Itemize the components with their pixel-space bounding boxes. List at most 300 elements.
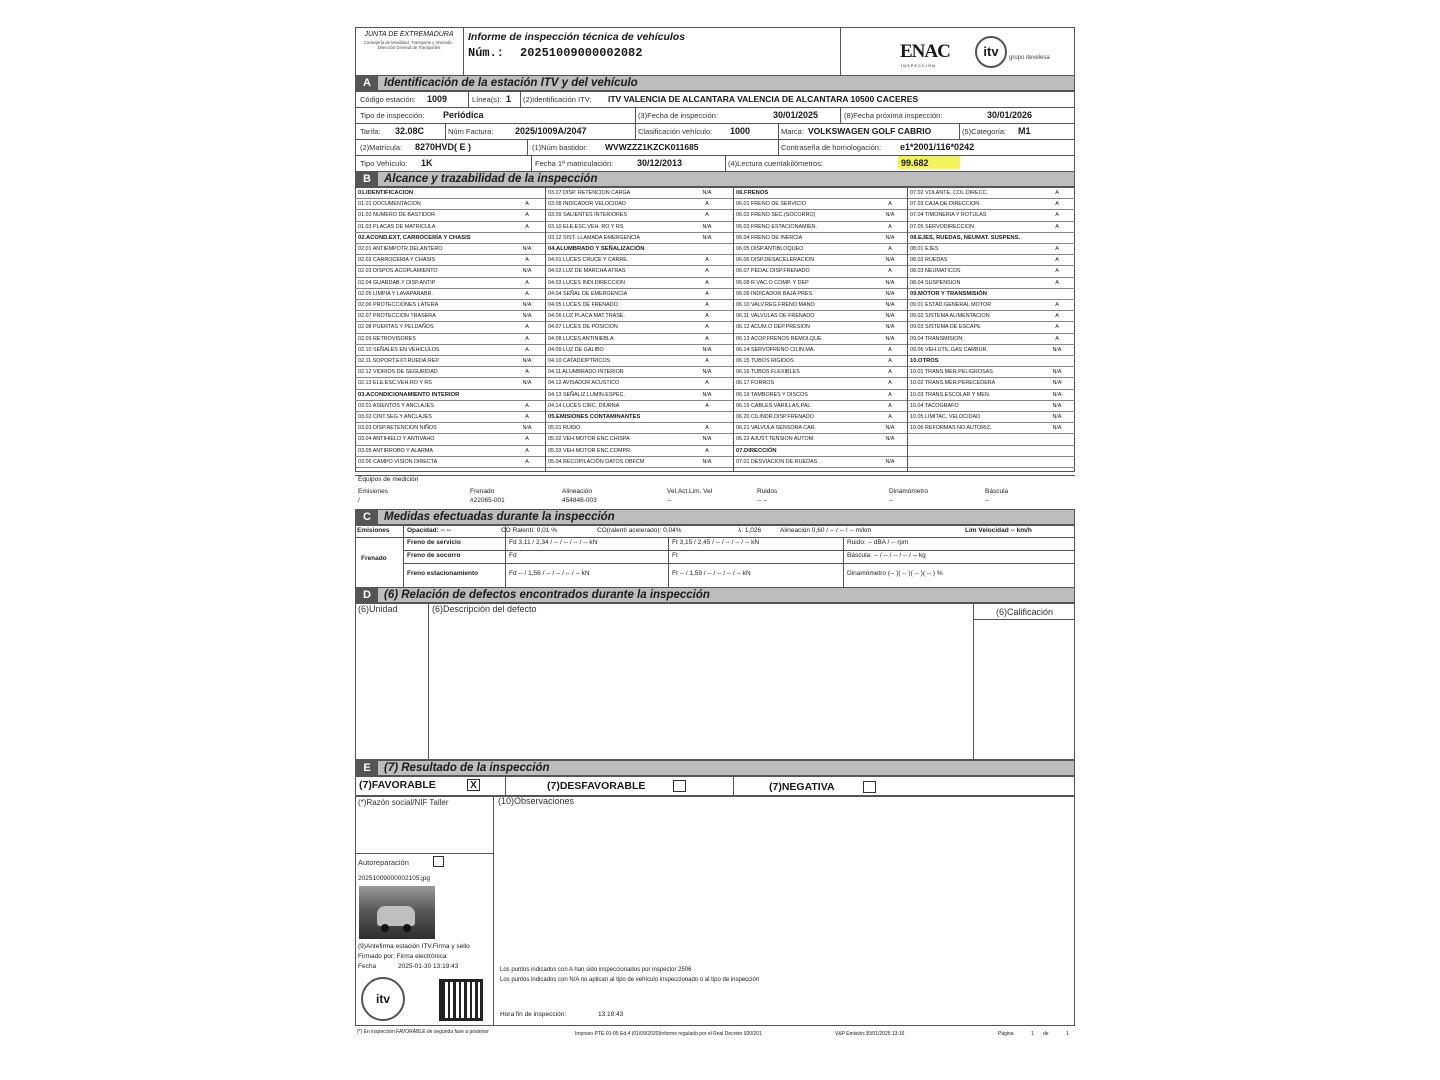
scope-item-label: 02.13 ELE.ESC.VEH.RO Y RS: [358, 380, 432, 387]
section-a-bar: A Identificación de la estación ITV y del vehículo: [355, 75, 1075, 91]
scope-item-status: N/A: [885, 335, 895, 342]
scope-item-label: 10.02 TRANS.MER.PERECEDERA: [910, 380, 996, 387]
observations-label: (10)Observaciones: [498, 796, 575, 806]
scope-item-label: 05.03 VEH.MOTOR ENC.COMPR.: [548, 447, 632, 454]
scope-item-label: 05.EMISIONES CONTAMINANTES: [548, 414, 641, 420]
chassis-number: WVWZZZ1KZCK011685: [605, 142, 699, 152]
scope-item-status: A: [525, 447, 529, 454]
report-number: 20251009000002082: [520, 46, 643, 60]
scope-item-label: 04.06 LUZ PLACA MAT.TRASE.: [548, 313, 625, 320]
scope-item-status: A: [1055, 212, 1059, 219]
scope-item-label: 02.07 PROTECCION TRASERA: [358, 313, 436, 320]
scope-item: [355, 289, 545, 300]
service-brake-rear: Ft 3,15 / 2,45 / -- / -- / -- / -- kN: [672, 539, 760, 546]
scope-item: [545, 334, 733, 345]
scope-item-label: 06.14 SERVOFRENO CILIN.MA.: [736, 346, 815, 353]
scope-item-label: 04.09 LUZ DE GALIBO: [548, 346, 604, 353]
scope-item-status: N/A: [522, 268, 532, 275]
scope-item: [355, 434, 545, 445]
scope-item-status: N/A: [885, 313, 895, 320]
equipment-value: -- --: [757, 497, 768, 504]
scope-item-label: 06.19 CABLES,VARILLAS,PAL.: [736, 402, 812, 409]
scope-item-status: A: [525, 436, 529, 443]
scope-item: [545, 423, 733, 434]
scope-group-header: [907, 233, 1075, 244]
scope-item: [907, 255, 1075, 266]
scope-item: [907, 300, 1075, 311]
scope-item-status: A: [705, 212, 709, 219]
section-b-bar: B Alcance y trazabilidad de la inspección: [355, 171, 1075, 187]
inspection-type: Periódica: [443, 110, 484, 120]
defects-table: [355, 603, 1075, 760]
scope-item-status: A: [888, 358, 892, 364]
service-brake-front: Fd 3,11 / 2,34 / -- / -- / -- / -- kN: [509, 539, 598, 546]
equipment-value: --: [667, 497, 672, 504]
scope-group-header: [907, 356, 1075, 367]
scope-item: [733, 412, 907, 423]
scope-item: [355, 255, 545, 266]
scope-item: [545, 255, 733, 266]
section-e-bar: E (7) Resultado de la inspección: [355, 760, 1075, 776]
scope-item-status: N/A: [1052, 380, 1062, 387]
scope-item: [907, 244, 1075, 255]
scope-item-status: N/A: [522, 302, 532, 308]
scope-item-label: 06.20 CILINDR.DISP.FRENADO: [736, 414, 814, 420]
scope-item: [733, 423, 907, 434]
junta-logo: JUNTA DE EXTREMADURA Consejería de Movilidad, Transporte y Vivienda · Dirección General de Transportes: [363, 31, 455, 50]
inspection-end-time: 13:19:43: [598, 1011, 624, 1018]
scope-item-label: 06.16 TUBOS FLEXIBLES: [736, 369, 800, 376]
parking-brake-rear: Ft -- / 1,59 / -- / -- / -- / -- kN: [672, 570, 751, 577]
scope-item: [907, 434, 1075, 445]
scope-item: [907, 222, 1075, 233]
scope-item-status: A: [525, 458, 529, 465]
scope-item-label: 06.10 VALV.REG.FRENO MANO: [736, 302, 815, 308]
scope-item-label: 02.05 LIMPIA Y LAVAPARABR.: [358, 290, 434, 297]
favorable-checkbox[interactable]: X: [467, 779, 480, 791]
scope-item-status: A: [525, 279, 529, 286]
scope-item-label: 05.02 VEH.MOTOR ENC.CHISPA: [548, 436, 630, 443]
scope-item-label: 09.MOTOR Y TRANSMISIÓN: [910, 290, 987, 297]
scope-item: [545, 345, 733, 356]
scope-item: [545, 266, 733, 277]
scope-item-label: 09.04 TRANSMISION: [910, 335, 963, 342]
equipment-value: #22065-001: [470, 497, 505, 504]
scope-item: [355, 311, 545, 322]
scope-item-label: 07.01 DESVIACION DE RUEDAS: [736, 458, 818, 465]
scope-item-status: N/A: [1052, 414, 1062, 420]
scope-item-status: A: [888, 369, 892, 376]
equipment-value: --: [889, 497, 894, 504]
section-d-bar: D (6) Relación de defectos encontrados durante la inspección: [355, 587, 1075, 603]
scope-item-label: 02.04 GUARDAB.Y DISP.ANTIP: [358, 279, 436, 286]
scope-item: [355, 457, 545, 468]
scope-item-label: 04.01 LUCES CRUCE Y CARRE.: [548, 257, 629, 264]
scope-item-label: 04.08 LUCES ANTINIEBLA: [548, 335, 614, 342]
scope-item-status: A: [705, 425, 709, 432]
scope-item-status: N/A: [885, 425, 895, 432]
scope-group-header: [733, 188, 907, 199]
vehicle-category: M1: [1018, 126, 1031, 136]
scope-item: [907, 199, 1075, 210]
scope-item-status: A: [1055, 268, 1059, 275]
scope-item-label: 06.07 PEDAL DISP.FRENADO: [736, 268, 810, 275]
scope-item: [545, 322, 733, 333]
scope-item-label: 10.03 TRANS.ESCOLAR Y MEN.: [910, 391, 991, 398]
scope-item-status: A: [705, 380, 709, 387]
scope-item-label: 06.22 AJUST.TENSION AUTOM.: [736, 436, 815, 443]
scope-item-label: 01.IDENTIFICACION: [358, 190, 414, 196]
scope-item-label: 10.06 REFORMAS NO AUTORIZ.: [910, 425, 992, 432]
vehicle-photo: [359, 886, 435, 939]
equipment-label: Báscula: [985, 488, 1009, 495]
scope-item-status: N/A: [702, 391, 712, 398]
equipment-label: Emisiones: [358, 488, 388, 495]
scope-item-status: N/A: [1052, 402, 1062, 409]
scope-item-label: 09.03 SISTEMA DE ESCAPE: [910, 324, 981, 331]
scope-item-status: N/A: [702, 234, 712, 241]
section-e-title: (7) Resultado de la inspección: [384, 762, 550, 774]
scope-item: [907, 401, 1075, 412]
tariff: 32.08C: [395, 126, 425, 136]
scope-item-status: A: [705, 447, 709, 454]
scope-item-status: N/A: [885, 324, 895, 331]
measurements-table: [355, 525, 1075, 589]
report-title: Informe de inspección técnica de vehículos: [468, 31, 686, 43]
scope-item-status: N/A: [885, 290, 895, 297]
section-a-title: Identificación de la estación ITV y del vehículo: [384, 77, 638, 89]
scope-item: [907, 278, 1075, 289]
scope-item-label: 02.03 DISPOS.ACOPLAMIENTO: [358, 268, 438, 275]
scope-item: [733, 434, 907, 445]
equipment-value: --: [985, 497, 990, 504]
scope-group-header: [355, 188, 545, 199]
scope-item-status: A: [525, 414, 529, 420]
scope-item-label: 07.03 CAJA DE DIRECCION: [910, 201, 980, 208]
scope-item-status: A: [705, 268, 709, 275]
scope-item: [545, 311, 733, 322]
desfavorable-checkbox[interactable]: [673, 780, 686, 792]
scope-item-label: 03.ACONDICIONAMIENTO INTERIOR: [358, 391, 460, 398]
result-desfavorable: (7)DESFAVORABLE: [547, 780, 646, 792]
scope-item-status: A: [705, 402, 709, 409]
scope-item: [355, 378, 545, 389]
scope-item-label: 04.13 SEÑALIZ.LUMIN.ESPEC.: [548, 391, 625, 398]
scope-item-label: 06.02 FRENO SEC.(SOCORRO): [736, 212, 816, 219]
scope-item-label: 04.05 LUCES DE FRENADO: [548, 302, 618, 308]
parking-brake-front: Fd -- / 1,56 / -- / -- / -- / -- kN: [509, 570, 590, 577]
first-registration-date: 30/12/2013: [637, 158, 683, 168]
scope-item: [733, 345, 907, 356]
inspection-report-sheet: JUNTA DE EXTREMADURA Consejería de Movilidad, Transporte y Vivienda · Dirección General de Transportes Informe de inspección técnica de vehículos Núm.: 20251009000002082 ENAC INSPECCIÓN itv grupo itevelesa A Identificación de la estación ITV y del vehículo Código estación: 1009 Línea(s): 1 (2)Identificación ITV: ITV VALENCIA DE ALCANTARA VALENCIA DE ALCANTARA 10500 CACERES Tipo de inspección: Periódica (3)Fecha de inspección: 30/01/2025 (8)Fecha próxima inspección: 30/01/2026 Tarifa: 32.08C Núm Factura: 2025/1009A/2047 Clasificación vehículo: 1000 Marca: VOLKSWAGEN GOLF CABRIO (5)Categoría: M1 (2)Matrícula: 8270HVD( E ) (1)Núm bastidor: WVWZZZ1KZCK011685 Contraseña de homologación: e1*2001/116*0242 Tipo Vehículo: 1K Fecha 1ª matriculación: 30/12/2013 (4)Lectura cuentakilómetros: 99.682 B Alcance y trazabilidad de la inspección 01.IDENTIFICACION 01.01 DOCUMENTACION A 01.02 NUMERO DE BASTIDOR A 01.03 PLACAS DE MATRICULA A 02.ACOND.EXT, CARROCERÍA Y CHASIS 02.01 ANTIEMPOTR.DELANTERO N/A 02.02 CARROCERIA Y CHASIS A 02.03 DISPOS.ACOPLAMIENTO N/A 02.04 GUARDAB.Y DISP.ANTIP A 02.05 LIMPIA Y LAVAPARABR. A 02.06 PROTECCIONES LATERA N/A 02.07 PROTECCION TRASERA N/A 02.08 PUERTAS Y PELDAÑOS A 02.09 RETROVISORES A 02.10 SEÑALES EN VEHICULOS A 02.11 SOPORT.EXT.RUEDA.REP. N/A 02.12 VIDRIOS DE SEGURIDAD A 02.13 ELE.ESC.VEH.RO Y RS N/A 03.ACONDICIONAMIENTO INTERIOR 03.01 ASIENTOS Y ANCLAJES A 03.02 CINT.SEG.Y ANCLAJES A 03.03 DISP.RETENCION NIÑOS N/A 03.04 ANTIHIELO Y ANTIVAHO A 03.05 ANTIRROBO Y ALARMA A 03.06 CAMPO VISION DIRECTA A 03.07 DISP. RETENCION CARGA N/A 03.08 INDICADOR VELOCIDAD A 03.09 SALIENTES INTERIORES A 03.10 ELE.ESC.VEH. RO Y RS N/A 03.12 SIST. LLAMADA EMERGENCIA N/A 04.ALUMBRADO Y SEÑALIZACIÓN 04.01 LUCES CRUCE Y CARRE. A 04.02 LUZ DE MARCHA ATRAS A 04.03 LUCES INDI.DIRECCION A 04.04 SEÑAL DE EMERGENCIA A 04.05 LUCES DE FRENADO A 04.06 LUZ PLACA MAT.TRASE. A 04.07 LUCES DE POSICION A 04.08 LUCES ANTINIEBLA A 04.09 LUZ DE GALIBO N/A 04.10 CATADIOPTRICOS A 04.11 ALUMBRADO INTERIOR N/A 04.12 AVISADOR ACUSTICO A 04.13 SEÑALIZ.LUMIN.ESPEC. N/A 04.14 LUCES CIRC. DIURNA A 05.EMISIONES CONTAMINANTES 05.01 RUIDO A 05.02 VEH.MOTOR ENC.CHISPA N/A 05.03 VEH.MOTOR ENC.COMPR. A 05.04 RECOPILACIÓN DATOS OBFCM N/A 06.FRENOS 06.01 FRENO DE SERVICIO A 06.02 FRENO SEC.(SOCORRO) N/A 06.03 FRENO ESTACIONAMIEN. A 06.04 FRENO DE INERCIA N/A 06.05 DISP.ANTIBLOQUEO A 06.06 DISP.DESACELERACION N/A 06.07 PEDAL DISP.FRENADO A 06.08 R.VAC.O COMP. Y DEP N/A 06.09 INDICADOR BAJA PRES. N/A 06.10 VALV.REG.FRENO MANO N/A 06.11 VALVULAS DE FRENADO N/A 06.12 ACUM.O DEP.PRESION N/A 06.13 ACOP.FRENOS REMOLQUE N/A 06.14 SERVOFRENO CILIN.MA. A 06.15 TUBOS RIGIDOS A 06.16 TUBOS FLEXIBLES A 06.17 FORROS A 06.19 TAMBORES Y DISCOS A 06.19 CABLES,VARILLAS,PAL. A 06.20 CILINDR.DISP.FRENADO A 06.21 VALVULA SENSORA CAR. N/A 06.22 AJUST.TENSION AUTOM. N/A 07.DIRECCIÓN 07.01 DESVIACION DE RUEDAS N/A 07.02 VOLANTE, COL.DIRECC. A 07.03 CAJA DE DIRECCION A 07.04 TIMONERIA Y ROTULAS A 07.05 SERVODIRECCION A 08.EJES, RUEDAS, NEUMAT. SUSPENS. 08.01 EJES A 08.02 RUEDAS A 08.03 NEUMATICOS A 08.04 SUSPENSION A 09.MOTOR Y TRANSMISIÓN 09.01 ESTAD.GENERAL MOTOR A 09.02 SISTEMA ALIMENTACION A 09.03 SISTEMA DE ESCAPE A 09.04 TRANSMISION A 09.06 VEH.UTIL.GAS CARBUR. N/A 10.OTROS 10.01 TRANS.MER.PELIGROSAS N/A 10.02 TRANS.MER.PERECEDERA N/A 10.03 TRANS.ESCOLAR Y MEN. N/A 10.04 TACOGRAFO N/A 10.05 LIMITAC. VELOCIDAD N/A 10.06 REFORMAS NO AUTORIZ. N/A Equipos de medición Emisiones / Frenado #22065-001 Alineación 454848-003 Vel.Act.Lim. Vel -- Ruidos -- -- Dinamómetro -- Báscula -- C Medidas efectuadas durante la inspección Emisiones Opacidad: -- -- CO Ralentí: 0,01 % CO(ralentí acelerado): 0,04% λ: 1,026 Alineación 0,60 / -- / -- / -- m/km Lim Velocidad -- km/h Frenado Freno de servicio Fd 3,11 / 2,34 / -- / -- / -- / -- kN Ft 3,15 / 2,45 / -- / -- / -- / -- kN Ruido: -- dBA / -- rpm Freno de socorro Fd Ft Báscula: -- / -- / -- / -- / -- kg Freno estacionamiento Fd -- / 1,56 / -- / -- / -- / -- kN Ft -- / 1,59 / -- / -- / -- / -- kN Dinamómetro (-- )( -- )( -- )( -- ) % D (6) Relación de defectos encontrados durante la inspección (6)Unidad (6)Descripción del defecto (6)Calificación E (7) Resultado de la inspección (7)FAVORABLE X (7)DESFAVORABLE (7)NEGATIVA (*)Razón social/NIF Taller (10)Observaciones Autoreparación 20251009000002105.jpg (9)Antefirma estación ITV.Firma y sello Firmado por: Firma electrónica Fecha 2025-01-30 13:19:43 itv Los puntos indicados con A han sido inspeccionados por inspector 2506 Los puntos indicados con N/A no aplican al tipo de vehículo inspeccionado o al tipo de inspección Hora fin de inspección: 13:19:43 (*) En inspección FAVORABLE de segunda fase a posterior Impreso PTE-01-05 Ed.4 (01/09/2020)Informe regulado por el Real Decreto 920/201 V&P Emisión:30/01/2025 13:16 Página 1 de 1: [355, 27, 1075, 1047]
vehicle-make: VOLKSWAGEN GOLF CABRIO: [808, 126, 932, 136]
section-c-title: Medidas efectuadas durante la inspección: [384, 511, 615, 523]
scope-item: [545, 390, 733, 401]
invoice-number: 2025/1009A/2047: [515, 126, 587, 136]
scope-item: [545, 446, 733, 457]
scope-item: [545, 457, 733, 468]
scope-item-label: 02.02 CARROCERIA Y CHASIS: [358, 257, 436, 264]
scope-item: [355, 423, 545, 434]
scope-item-status: A: [525, 212, 529, 219]
scope-item-status: A: [525, 369, 529, 376]
scope-item: [733, 334, 907, 345]
scope-item-status: A: [705, 257, 709, 264]
scope-item: [733, 244, 907, 255]
qr-code-icon: [439, 979, 483, 1021]
scope-group-header: [545, 244, 733, 255]
scope-item: [355, 367, 545, 378]
scope-item-status: A: [1055, 257, 1059, 264]
scope-item: [733, 457, 907, 468]
negativa-checkbox[interactable]: [863, 781, 876, 793]
scope-item-label: 03.03 DISP.RETENCION NIÑOS: [358, 425, 437, 432]
equipment-label: Ruidos: [757, 488, 778, 495]
scope-item-status: N/A: [522, 380, 532, 387]
result-row: [355, 776, 1075, 796]
scope-item-label: 08.04 SUSPENSION: [910, 279, 961, 286]
scope-item-status: A: [888, 380, 892, 387]
scope-item: [733, 222, 907, 233]
scope-item-status: A: [888, 414, 892, 420]
scope-item-status: A: [1055, 279, 1059, 286]
scope-item: [907, 446, 1075, 457]
scope-item-label: 01.03 PLACAS DE MATRICULA: [358, 223, 436, 230]
scope-item-status: A: [705, 335, 709, 342]
scope-item-label: 06.FRENOS: [736, 190, 769, 196]
scope-item: [545, 401, 733, 412]
scope-item-label: 08.02 RUEDAS: [910, 257, 948, 264]
scope-item: [907, 266, 1075, 277]
scope-item: [355, 266, 545, 277]
scope-item-status: A: [705, 358, 709, 364]
scope-item: [355, 244, 545, 255]
scope-item-status: N/A: [522, 246, 532, 252]
scope-item: [355, 412, 545, 423]
scope-item: [355, 356, 545, 367]
scope-item-status: A: [525, 402, 529, 409]
scope-item-status: A: [525, 290, 529, 297]
scope-item-label: 04.ALUMBRADO Y SEÑALIZACIÓN: [548, 246, 645, 252]
scope-item-status: A: [705, 290, 709, 297]
license-plate: 8270HVD( E ): [415, 142, 472, 152]
scope-item: [733, 367, 907, 378]
scope-item-label: 04.02 LUZ DE MARCHA ATRAS: [548, 268, 626, 275]
scope-item: [733, 278, 907, 289]
scope-item: [907, 423, 1075, 434]
scope-item-label: 07.02 VOLANTE, COL.DIRECC.: [910, 190, 988, 196]
scope-item-label: 03.09 SALIENTES INTERIORES: [548, 212, 628, 219]
scope-item-status: A: [888, 223, 892, 230]
result-favorable: (7)FAVORABLE: [359, 779, 436, 791]
scope-item-label: 06.03 FRENO ESTACIONAMIEN.: [736, 223, 818, 230]
scope-item: [545, 356, 733, 367]
scope-item: [355, 199, 545, 210]
itv-logo-icon: itv: [975, 36, 1007, 68]
scope-item: [355, 222, 545, 233]
scope-item-status: N/A: [1052, 391, 1062, 398]
scope-item-label: 04.10 CATADIOPTRICOS: [548, 358, 611, 364]
scope-item-label: 01.02 NUMERO DE BASTIDOR: [358, 212, 435, 219]
scope-item-status: N/A: [885, 279, 895, 286]
scope-item-status: N/A: [885, 436, 895, 443]
scope-item-status: N/A: [702, 436, 712, 443]
scope-item: [355, 401, 545, 412]
scope-item-label: 02.ACOND.EXT, CARROCERÍA Y CHASIS: [358, 234, 471, 241]
scope-item-status: A: [705, 302, 709, 308]
scope-item-label: 09.02 SISTEMA ALIMENTACION: [910, 313, 990, 320]
scope-item-label: 06.15 TUBOS RIGIDOS: [736, 358, 794, 364]
scope-item-label: 09.06 VEH.UTIL.GAS CARBUR.: [910, 346, 988, 353]
scope-item: [733, 378, 907, 389]
scope-item-status: A: [525, 201, 529, 208]
scope-item: [355, 345, 545, 356]
inspection-date: 30/01/2025: [773, 110, 819, 120]
scope-item-status: A: [888, 246, 892, 252]
scope-item: [907, 457, 1075, 468]
station-identification: ITV VALENCIA DE ALCANTARA VALENCIA DE ALCANTARA 10500 CACERES: [608, 94, 919, 104]
scope-item: [545, 278, 733, 289]
scope-item-label: 10.05 LIMITAC. VELOCIDAD: [910, 414, 981, 420]
scope-item: [733, 356, 907, 367]
scope-group-header: [733, 446, 907, 457]
scope-item-status: N/A: [522, 313, 532, 320]
autoreparacion-checkbox[interactable]: [433, 856, 444, 867]
scope-item-label: 10.OTROS: [910, 358, 939, 364]
scope-item-status: N/A: [885, 302, 895, 308]
scope-item-label: 07.DIRECCIÓN: [736, 447, 777, 454]
scope-item: [907, 378, 1075, 389]
scope-item: [733, 401, 907, 412]
scope-item-label: 03.07 DISP. RETENCION CARGA: [548, 190, 631, 196]
report-number-label: Núm.:: [468, 46, 505, 60]
scope-item-status: A: [525, 335, 529, 342]
scope-item-label: 02.11 SOPORT.EXT.RUEDA.REP.: [358, 358, 440, 364]
scope-item-label: 08.01 EJES: [910, 246, 939, 252]
scope-item: [545, 199, 733, 210]
scope-item-status: A: [705, 201, 709, 208]
scope-item-status: N/A: [1052, 346, 1062, 353]
scope-item-label: 06.04 FRENO DE INERCIA: [736, 234, 803, 241]
scope-item-label: 03.04 ANTIHIELO Y ANTIVAHO: [358, 436, 435, 443]
scope-item-status: N/A: [1052, 369, 1062, 376]
next-inspection-date: 30/01/2026: [987, 110, 1033, 120]
scope-item: [545, 188, 733, 199]
scope-item-label: 05.04 RECOPILACIÓN DATOS OBFCM: [548, 458, 645, 465]
scope-group-header: [907, 289, 1075, 300]
scope-item-status: N/A: [702, 369, 712, 376]
scope-item-label: 01.01 DOCUMENTACION: [358, 201, 421, 208]
result-negativa: (7)NEGATIVA: [769, 781, 835, 793]
scope-group-header: [355, 390, 545, 401]
scope-item-label: 07.05 SERVODIRECCION: [910, 223, 975, 230]
scope-item-status: A: [1055, 335, 1059, 342]
scope-item-status: N/A: [885, 458, 895, 465]
scope-item-label: 06.11 VALVULAS DE FRENADO: [736, 313, 815, 320]
scope-item-label: 04.11 ALUMBRADO INTERIOR: [548, 369, 624, 376]
scope-item: [545, 434, 733, 445]
scope-item-status: N/A: [702, 223, 712, 230]
scope-item-status: A: [888, 402, 892, 409]
scope-item: [907, 412, 1075, 423]
scope-item: [545, 300, 733, 311]
scope-item-label: 06.12 ACUM.O DEP.PRESION: [736, 324, 810, 331]
scope-item: [355, 300, 545, 311]
scope-item-label: 03.10 ELE.ESC.VEH. RO Y RS: [548, 223, 624, 230]
scope-item: [907, 345, 1075, 356]
scope-item-status: A: [1055, 302, 1059, 308]
scope-item: [355, 322, 545, 333]
scope-item-status: A: [525, 223, 529, 230]
scope-item: [733, 210, 907, 221]
scope-item-status: N/A: [702, 190, 712, 196]
scope-item: [733, 322, 907, 333]
scope-group-header: [545, 412, 733, 423]
scope-item-label: 08.EJES, RUEDAS, NEUMAT. SUSPENS.: [910, 234, 1021, 241]
scope-item-status: A: [1055, 246, 1059, 252]
station-stamp-icon: itv: [361, 977, 405, 1021]
scope-item-label: 04.03 LUCES INDI.DIRECCION: [548, 279, 625, 286]
scope-item-label: 08.03 NEUMATICOS: [910, 268, 961, 275]
scope-item-label: 05.01 RUIDO: [548, 425, 581, 432]
scope-item-status: A: [705, 313, 709, 320]
scope-item-label: 03.05 ANTIRROBO Y ALARMA: [358, 447, 434, 454]
scope-item-status: A: [888, 201, 892, 208]
scope-item: [907, 322, 1075, 333]
scope-item: [733, 255, 907, 266]
scope-item-status: A: [888, 391, 892, 398]
scope-item: [733, 390, 907, 401]
scope-item-label: 06.05 DISP.ANTIBLOQUEO: [736, 246, 804, 252]
scope-item-status: A: [1055, 313, 1059, 320]
scope-item-status: N/A: [522, 425, 532, 432]
scope-item-status: A: [705, 279, 709, 286]
scope-item-label: 06.08 R.VAC.O COMP. Y DEP: [736, 279, 809, 286]
scope-item: [733, 266, 907, 277]
scope-item-label: 03.08 INDICADOR VELOCIDAD: [548, 201, 626, 208]
scope-item: [907, 188, 1075, 199]
vehicle-classification: 1000: [730, 126, 751, 136]
photo-filename: 20251009000002105.jpg: [358, 875, 430, 882]
scope-item-status: A: [705, 324, 709, 331]
scope-item-label: 04.12 AVISADOR ACUSTICO: [548, 380, 620, 387]
homologation: e1*2001/116*0242: [900, 142, 975, 152]
scope-item: [545, 222, 733, 233]
scope-item: [733, 311, 907, 322]
scope-item-label: 03.02 CINT.SEG.Y ANCLAJES: [358, 414, 432, 420]
equipment-value: 454848-003: [562, 497, 597, 504]
equipment-label: Frenado: [470, 488, 495, 495]
scope-item-label: 06.06 DISP.DESACELERACION: [736, 257, 815, 264]
scope-item-label: 02.06 PROTECCIONES LATERA: [358, 302, 439, 308]
scope-item-status: N/A: [702, 346, 712, 353]
scope-item: [355, 446, 545, 457]
scope-item-label: 02.01 ANTIEMPOTR.DELANTERO: [358, 246, 443, 252]
enac-logo: ENAC: [900, 41, 950, 62]
scope-item-label: 06.13 ACOP.FRENOS REMOLQUE: [736, 335, 822, 342]
scope-item: [355, 210, 545, 221]
scope-item: [733, 233, 907, 244]
scope-item-status: A: [1055, 201, 1059, 208]
scope-item-status: N/A: [522, 358, 532, 364]
scope-item-label: 10.01 TRANS.MER.PELIGROSAS: [910, 369, 993, 376]
scope-item: [545, 378, 733, 389]
scope-item-label: 02.08 PUERTAS Y PELDAÑOS: [358, 324, 434, 331]
scope-item-status: A: [1055, 190, 1059, 196]
scope-item-status: N/A: [702, 458, 712, 465]
scope-item-label: 04.14 LUCES CIRC. DIURNA: [548, 402, 620, 409]
scope-item-status: N/A: [885, 257, 895, 264]
